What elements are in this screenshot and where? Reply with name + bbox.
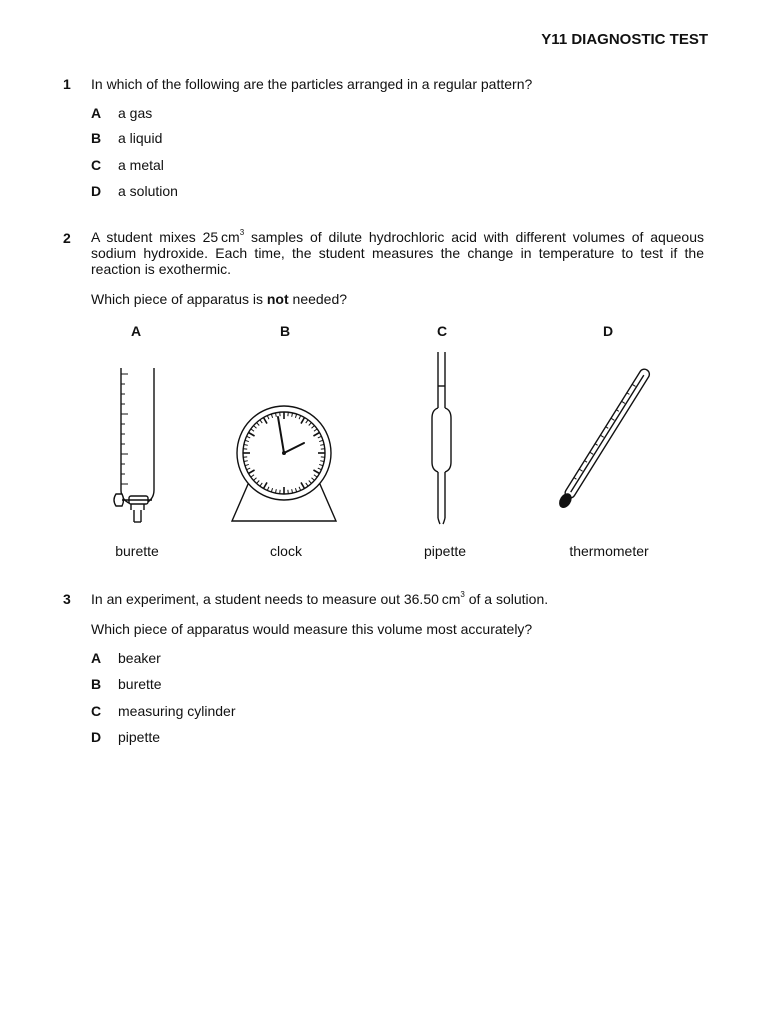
question-1-option-c[interactable] bbox=[91, 157, 164, 173]
question-3-option-c[interactable] bbox=[91, 703, 236, 719]
question-3-option-d[interactable] bbox=[91, 729, 160, 745]
q2-prompt-before: Which piece of apparatus is bbox=[91, 291, 267, 307]
q3-unit-sup: 3 bbox=[460, 590, 465, 600]
option-letter: A bbox=[91, 650, 102, 666]
apparatus-letter-b: B bbox=[279, 323, 291, 339]
option-text: a metal bbox=[118, 157, 164, 173]
q2-unit: cm bbox=[221, 229, 240, 245]
question-1-option-b[interactable] bbox=[91, 130, 162, 146]
clock-icon bbox=[226, 405, 342, 530]
option-letter: B bbox=[91, 130, 102, 146]
q2-text-before: A student mixes 25 bbox=[91, 229, 219, 245]
option-text: pipette bbox=[118, 729, 161, 745]
question-3-text bbox=[91, 591, 704, 607]
question-2-prompt bbox=[91, 291, 704, 307]
thermometer-icon bbox=[530, 360, 660, 530]
question-3-option-a[interactable] bbox=[91, 650, 161, 666]
option-text: burette bbox=[118, 676, 162, 692]
option-letter: D bbox=[91, 729, 102, 745]
apparatus-name-d: thermometer bbox=[569, 543, 649, 559]
option-letter: C bbox=[91, 157, 102, 173]
question-2-number: 2 bbox=[63, 230, 71, 246]
apparatus-name-b: clock bbox=[270, 543, 302, 559]
option-text: a liquid bbox=[118, 130, 163, 146]
q2-prompt-bold: not bbox=[266, 291, 289, 307]
q3-text-after: of a solution. bbox=[464, 591, 549, 607]
question-1-text: In which of the following are the particles arranged in a regular pattern? bbox=[91, 76, 533, 92]
question-1-option-a[interactable] bbox=[91, 105, 152, 121]
q3-text-before: In an experiment, a student needs to measure out 36.50 bbox=[91, 591, 439, 607]
apparatus-letter-c: C bbox=[436, 323, 448, 339]
question-3-prompt: Which piece of apparatus would measure this volume most accurately? bbox=[91, 621, 533, 637]
option-letter: C bbox=[91, 703, 102, 719]
question-1-option-d[interactable] bbox=[91, 183, 178, 199]
apparatus-letter-d: D bbox=[602, 323, 614, 339]
option-text: a gas bbox=[118, 105, 153, 121]
option-text: measuring cylinder bbox=[118, 703, 236, 719]
pipette-icon bbox=[420, 350, 460, 530]
question-1-number: 1 bbox=[63, 76, 71, 92]
option-text: beaker bbox=[118, 650, 161, 666]
apparatus-name-c: pipette bbox=[423, 543, 467, 559]
option-text: a solution bbox=[118, 183, 178, 199]
q2-text-after: samples of dilute hydrochloric acid with different volumes of aqueous sodium hydroxide. Each time, the student measures the change in temperature to test if the reaction is exothermic. bbox=[91, 229, 704, 277]
option-letter: A bbox=[91, 105, 102, 121]
question-2-text bbox=[91, 229, 704, 277]
option-letter: D bbox=[91, 183, 102, 199]
test-title: Y11 DIAGNOSTIC TEST bbox=[541, 31, 708, 48]
option-letter: B bbox=[91, 676, 102, 692]
q3-unit: cm bbox=[441, 591, 461, 607]
apparatus-letter-a: A bbox=[130, 323, 142, 339]
burette-icon bbox=[100, 360, 170, 530]
q2-unit-sup: 3 bbox=[239, 228, 245, 238]
question-3-option-b[interactable] bbox=[91, 676, 162, 692]
q2-prompt-after: needed? bbox=[288, 291, 348, 307]
apparatus-name-a: burette bbox=[115, 543, 159, 559]
question-3-number: 3 bbox=[63, 591, 71, 607]
